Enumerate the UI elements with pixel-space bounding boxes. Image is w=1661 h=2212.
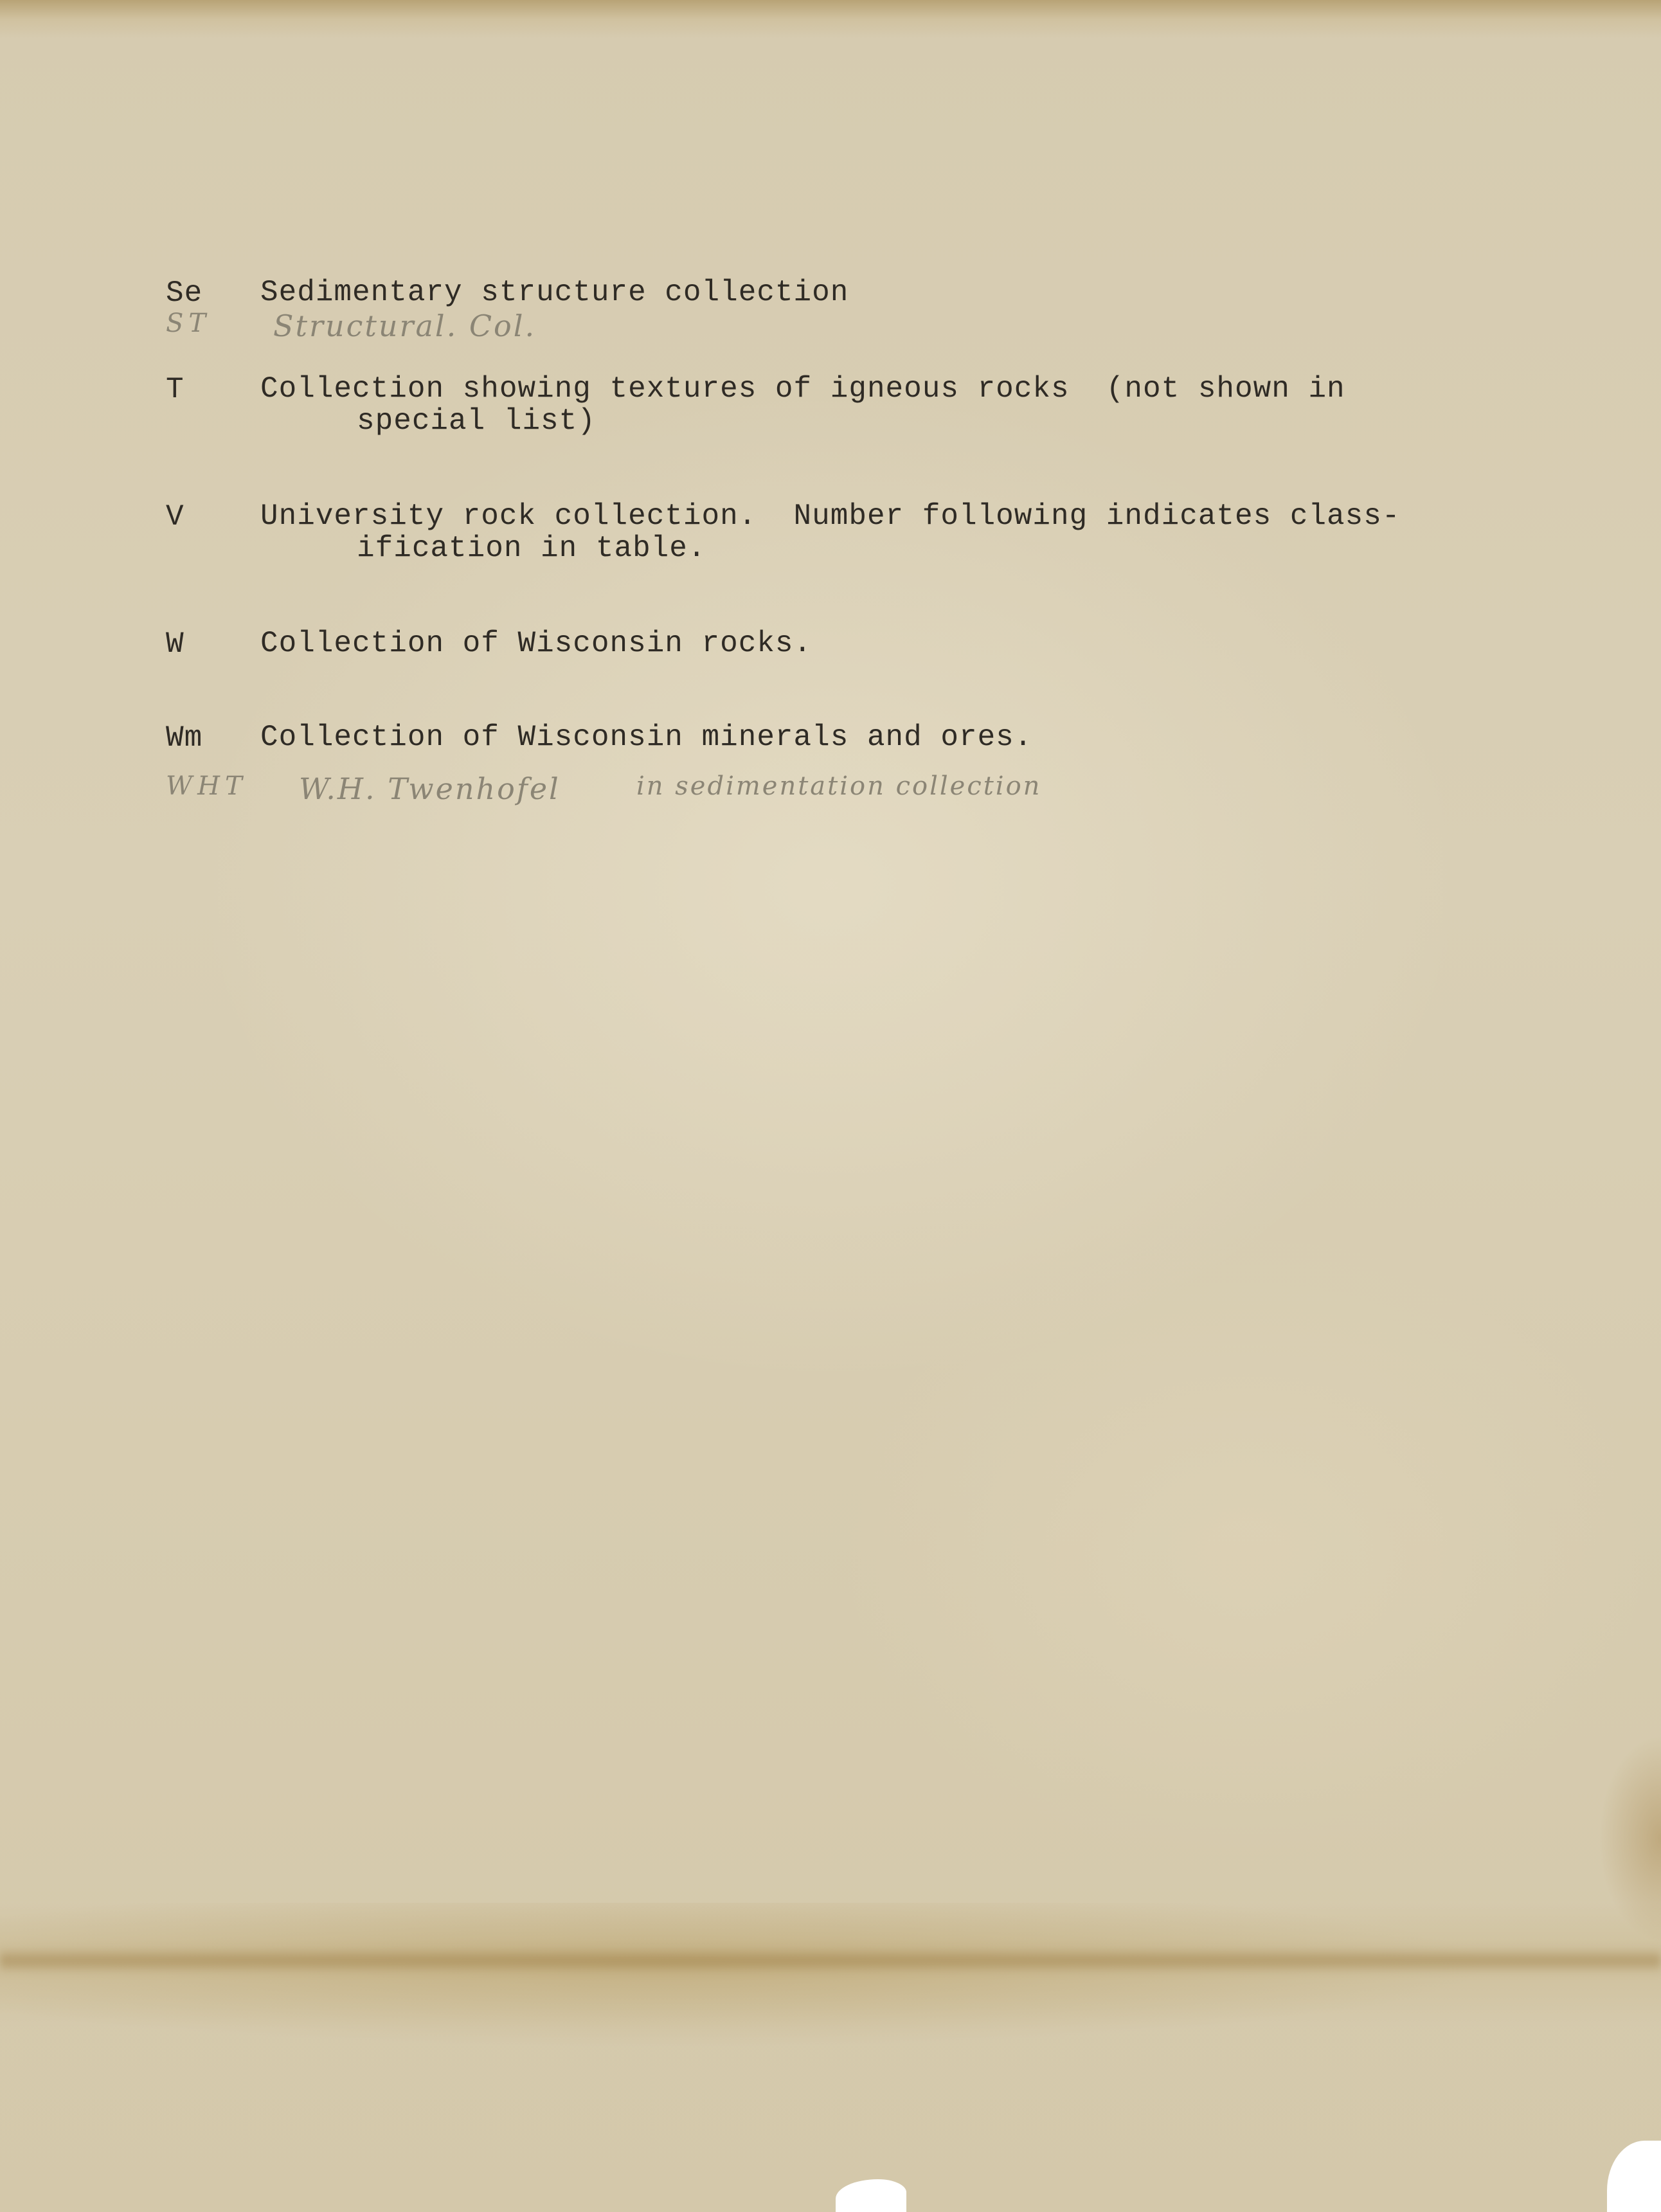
entry-code: W <box>166 627 184 661</box>
entry-code: Wm <box>166 721 203 755</box>
entry-description-line-2: special list) <box>357 404 596 438</box>
handwritten-code: WHT <box>166 771 247 801</box>
handwritten-code: ST <box>166 309 211 338</box>
entry-code: T <box>166 373 184 406</box>
entry-description <box>260 373 1345 437</box>
entry-description: Sedimentary structure collection <box>260 276 849 309</box>
entry-description: Collection of Wisconsin rocks. <box>260 627 813 660</box>
entry-description-line-1: Collection showing textures of igneous rocks (not shown in <box>260 372 1345 406</box>
handwritten-name: W.H. Twenhofel <box>299 771 561 806</box>
stain-line <box>0 1948 1661 1974</box>
top-edge-stain <box>0 0 1661 39</box>
entry-description <box>260 500 1400 564</box>
handwritten-description: Structural. Col. <box>273 309 537 343</box>
entry-code: V <box>166 500 184 534</box>
entry-code: Se <box>166 276 203 310</box>
handwritten-description: in sedimentation collection <box>636 771 1042 801</box>
entry-description-line-2: ification in table. <box>357 532 706 565</box>
entry-description-line-1: University rock collection. Number following indicates class- <box>260 499 1401 533</box>
right-edge-stain <box>1556 1736 1661 1941</box>
entry-description: Collection of Wisconsin minerals and ores. <box>260 721 1033 754</box>
